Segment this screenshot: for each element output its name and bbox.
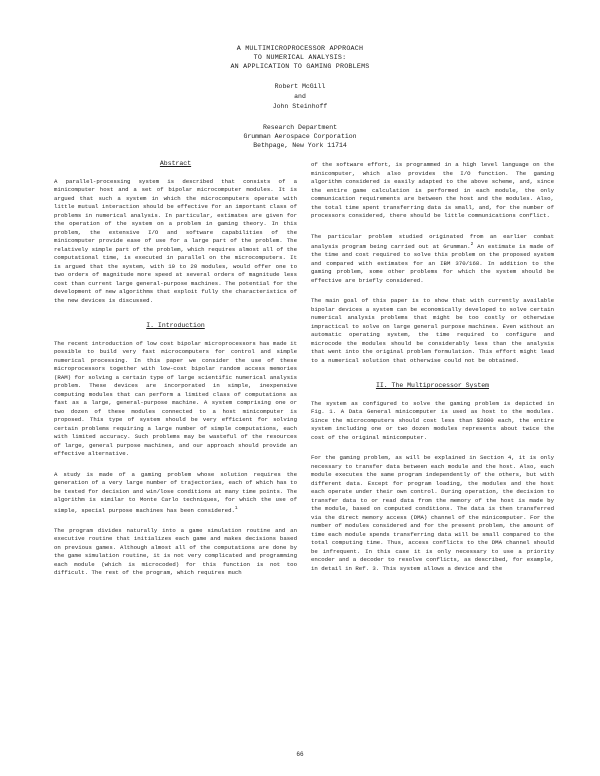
section-2-heading: II. The Multiprocessor System [375, 382, 490, 390]
abstract-text: A parallel-processing system is described that consists of a minicomputer host and a set of bipolar microcomputer modules. It is argued that such a system in which the microcomputers operate with little mutual interaction should be effective for an important class of problems in numerical analysis. In particular, estimates are given for the operation of the system on a problem in gaming theory. In this problem, the extensive I/O and software capabilities of the minicomputer provide ease of use for a large part of the problem. The relatively simple part of the problem, which requires almost all of the computational time, is executed in parallel on the microcomputers. It is argued that the system, with 10 to 20 modules, would offer one to two orders of magnitude more speed at several orders of magnitude less cost than current large general-purpose machines. The potential for the development of new algorithms that exploit fully the characteristics of the new devices is discussed. [54, 177, 297, 304]
title-line-1: A MULTIMICROPROCESSOR APPROACH [236, 45, 364, 53]
right-paragraph-2-text: The particular problem studied originated from an earlier combat analysis program being carried out at Grumman. [311, 232, 554, 250]
reference-marker: 2 [470, 242, 474, 247]
title-line-2: TO NUMERICAL ANALYSIS: [253, 54, 347, 62]
abstract-heading: Abstract [159, 160, 192, 167]
affiliation-department: Research Department [262, 124, 338, 131]
author-1: Robert McGill [274, 83, 326, 90]
right-paragraph-1: of the software effort, is programmed in a high level language on the minicomputer, which also provides the I/O function. The gaming algorithm considered is easily adapted to the above scheme, and, since the entire game calculation is performed in each module, the only communication requirements are between the host and the modules. Also, the total time spent transferring data is small, and, for the number of processors considered, there should be little communications conflict. [311, 161, 554, 219]
section-2-paragraph-1: The system as configured to solve the gaming problem is depicted in Fig. 1. A Data General minicomputer is used as host to the modules. Since the microcomputers should cost less than $2000 each, the entire system including one or two dozen modules represents about twice the cost of the original minicomputer. [311, 399, 554, 441]
affiliation-address: Bethpage, New York 11714 [253, 142, 347, 149]
right-column [311, 161, 554, 573]
section-2-paragraph-2: For the gaming problem, as will be explained in Section 4, it is only necessary to transfer data between each module and the host. Also, each module executes the same program independently of the others, but with different data. Except for program loading, the modules and the host each operate under their own control. During operation, the decision to transfer data to or read data from the memory of the host is made by the module, based on computed conditions. The data is then transferred via the direct memory access (DMA) channel of the minicomputer. For the number of modules considered and for the present problem, the amount of time each module spends transferring data will be small compared to the total computing time. Thus, access conflicts to the DMA channel should be infrequent. In this case it is only necessary to use a priority encoder and a decoder to resolve conflicts, as described, for example, in detail in Ref. 3. This system allows a device and the [311, 454, 554, 572]
introduction-paragraph-1: The recent introduction of low cost bipolar microprocessors has made it possible to build very fast microcomputers for control and simple numerical processing. In this paper we consider the use of these microprocessors together with low-cost bipolar random access memories (RAM) for solving a certain type of large scientific numerical analysis problem. These devices are incorporated in simple, inexpensive computing modules that can perform a limited class of computations as fast as a large, general-purpose machine. A system comprising one or two dozen of these modules connected to a host minicomputer is proposed. This type of system should be very efficient for solving certain problems requiring a large number of simple computations, each with limited accuracy. Such problems may be wasteful of the resources of large, general purpose machines, and our approach should provide an effective alternative. [54, 339, 297, 457]
reference-marker: 1 [234, 505, 238, 511]
right-paragraph-2b-text: An estimate is made of the time and cost required to solve this problem on the proposed system and compared with estimates for an IBM 370/168. In addition to the gaming problem, some other problems for which the system should be effective are briefly considered. [311, 242, 554, 284]
page-number: 66 [296, 751, 304, 758]
introduction-paragraph-2 [54, 471, 297, 515]
title-line-3: AN APPLICATION TO GAMING PROBLEMS [230, 63, 370, 71]
affiliation-organization: Grumman Aerospace Corporation [243, 133, 357, 140]
author-2: John Steinhoff [272, 103, 328, 110]
right-paragraph-3: The main goal of this paper is to show that with currently available bipolar devices a system can be economically developed to solve certain numerical analysis problems that might be too costly or otherwise impractical to solve on large general purpose machines. Even without an automatic operating system, the time required to configure and microcode the modules should be considerably less than the analysis that went into the original problem formulation. This effort might lead to a numerical solution that otherwise could not be obtained. [311, 297, 554, 364]
right-paragraph-2 [311, 233, 554, 286]
left-column [54, 161, 297, 578]
introduction-paragraph-2-text: A study is made of a gaming problem whose solution requires the generation of a very large number of trajectories, each of which has to be tested for decision and win/lose conditions at many time points. The algorithm is similar to Monte Carlo techniques, for which the use of simple, special purpose machines has been considered. [54, 470, 297, 514]
introduction-paragraph-3: The program divides naturally into a game simulation routine and an executive routine that initializes each game and makes decisions based on previous games. Although almost all of the computations are done by the game simulation routine, it is not very complicated and programming each module (which is microcoded) for this function is not too difficult. The rest of the program, which requires much [54, 526, 297, 577]
author-conjunction: and [294, 93, 306, 100]
introduction-heading: I. Introduction [146, 322, 205, 329]
